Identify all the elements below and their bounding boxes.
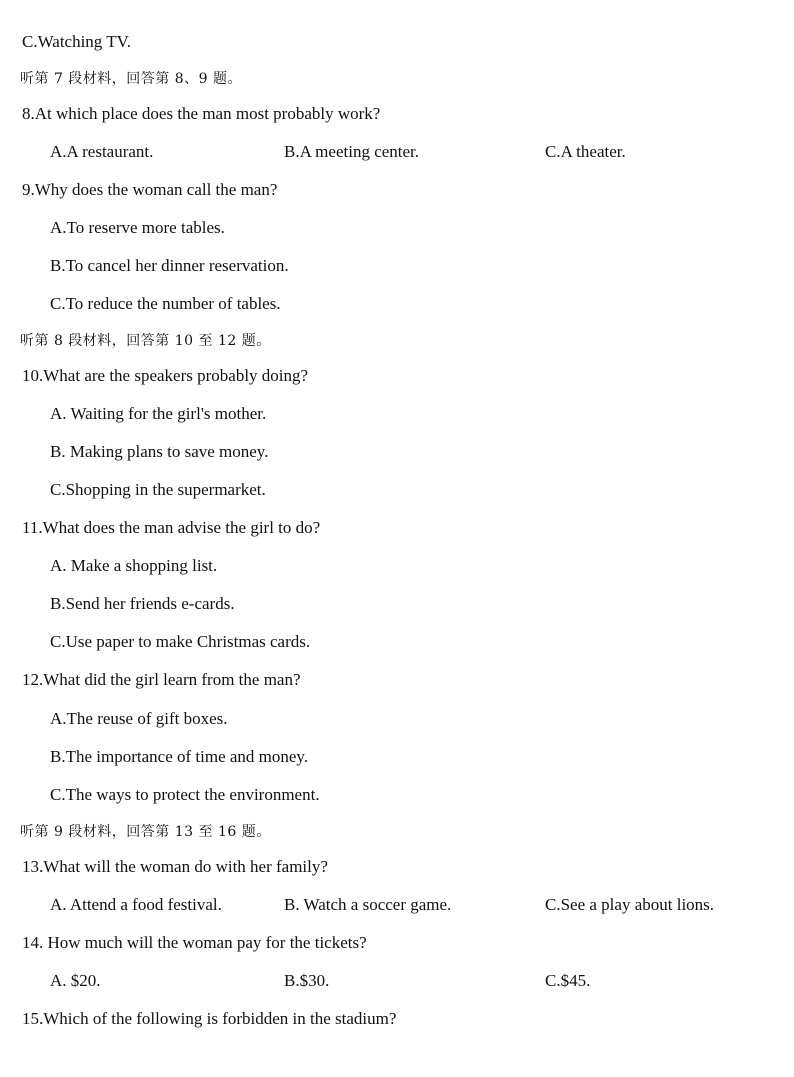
question-9: 9.Why does the woman call the man?	[22, 180, 278, 199]
q9-option-a: A.To reserve more tables.	[50, 218, 225, 237]
q9-option-c: C.To reduce the number of tables.	[50, 294, 281, 313]
question-11: 11.What does the man advise the girl to do?	[22, 518, 321, 537]
q12-option-a: A.The reuse of gift boxes.	[50, 709, 228, 728]
q10-option-a: A. Waiting for the girl's mother.	[50, 404, 267, 423]
q14-option-b: B.$30.	[284, 971, 330, 990]
question-10: 10.What are the speakers probably doing?	[22, 366, 309, 385]
q11-option-c: C.Use paper to make Christmas cards.	[50, 632, 311, 651]
q10-option-b: B. Making plans to save money.	[50, 442, 269, 461]
q8-option-c: C.A theater.	[545, 142, 626, 161]
q11-option-a: A. Make a shopping list.	[50, 556, 218, 575]
q12-option-b: B.The importance of time and money.	[50, 747, 309, 766]
question-14: 14. How much will the woman pay for the tickets?	[22, 933, 367, 952]
q13-option-a: A. Attend a food festival.	[50, 895, 222, 914]
q12-option-c: C.The ways to protect the environment.	[50, 785, 320, 804]
q10-option-c: C.Shopping in the supermarket.	[50, 480, 266, 499]
section-8-instruction: 听第 8 段材料，回答第 10 至 12 题。	[20, 333, 271, 349]
q14-option-c: C.$45.	[545, 971, 591, 990]
option-c-watching-tv: C.Watching TV.	[22, 32, 131, 51]
section-7-instruction: 听第 7 段材料，回答第 8、9 题。	[20, 71, 243, 87]
question-13: 13.What will the woman do with her family?	[22, 857, 328, 876]
section-9-instruction: 听第 9 段材料，回答第 13 至 16 题。	[20, 824, 271, 840]
q9-option-b: B.To cancel her dinner reservation.	[50, 256, 289, 275]
q13-option-c: C.See a play about lions.	[545, 895, 715, 914]
q11-option-b: B.Send her friends e-cards.	[50, 594, 235, 613]
q8-option-a: A.A restaurant.	[50, 142, 154, 161]
q14-option-a: A. $20.	[50, 971, 101, 990]
q13-option-b: B. Watch a soccer game.	[284, 895, 452, 914]
question-8: 8.At which place does the man most probably work?	[22, 104, 381, 123]
q8-option-b: B.A meeting center.	[284, 142, 420, 161]
question-12: 12.What did the girl learn from the man?	[22, 670, 301, 689]
question-15: 15.Which of the following is forbidden in the stadium?	[22, 1009, 397, 1028]
